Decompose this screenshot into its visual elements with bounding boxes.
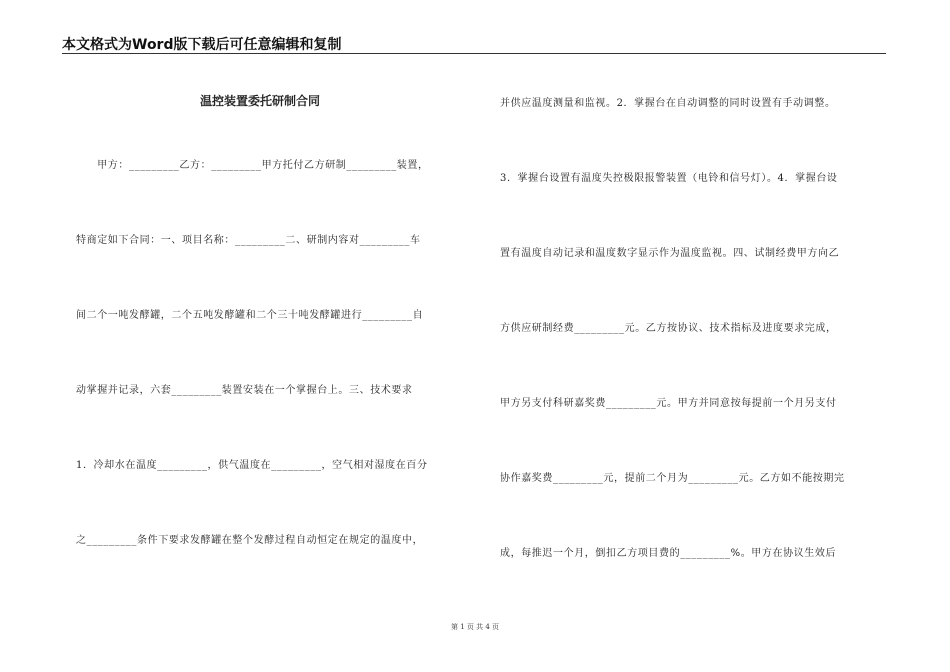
header-divider bbox=[62, 53, 886, 54]
body-line: 甲方：_________乙方：_________甲方托付乙方研制_________装置， bbox=[76, 160, 429, 171]
body-line: 置有温度自动记录和温度数字显示作为温度监视。四、试制经费甲方向乙 bbox=[500, 248, 840, 259]
page-number: 第 1 页 共 4 页 bbox=[450, 623, 500, 631]
body-line: 并供应温度测量和监视。2．掌握台在自动调整的同时设置有手动调整。 bbox=[500, 98, 836, 109]
body-line: 甲方另支付科研嘉奖费_________元。甲方并同意按每提前一个月另支付 bbox=[500, 398, 837, 409]
body-line: 成，每推迟一个月，倒扣乙方项目费的_________%。甲方在协议生效后 bbox=[500, 548, 837, 559]
body-line: 协作嘉奖费_________元，提前二个月为_________元。乙方如不能按期完 bbox=[500, 473, 845, 484]
document-header: 本文格式为Word版下载后可任意编辑和复制 bbox=[62, 37, 342, 53]
body-line: 间二个一吨发酵罐，二个五吨发酵罐和二个三十吨发酵罐进行_________自 bbox=[76, 310, 424, 321]
body-line: 1．冷却水在温度_________，供气温度在_________，空气相对湿度在百分 bbox=[76, 460, 428, 471]
body-line: 方供应研制经费_________元。乙方按协议、技术指标及进度要求完成， bbox=[500, 323, 837, 334]
body-line: 之_________条件下要求发酵罐在整个发酵过程自动恒定在规定的温度中， bbox=[76, 535, 424, 546]
body-line: 特商定如下合同：一、项目名称：_________二、研制内容对_________车 bbox=[76, 235, 421, 246]
body-line: 3．掌握台设置有温度失控极限报警装置（电铃和信号灯）。4．掌握台设 bbox=[500, 173, 838, 184]
contract-title: 温控装置委托研制合同 bbox=[199, 94, 320, 108]
body-line: 动掌握并记录，六套_________装置安装在一个掌握台上。三、技术要求 bbox=[76, 385, 413, 396]
